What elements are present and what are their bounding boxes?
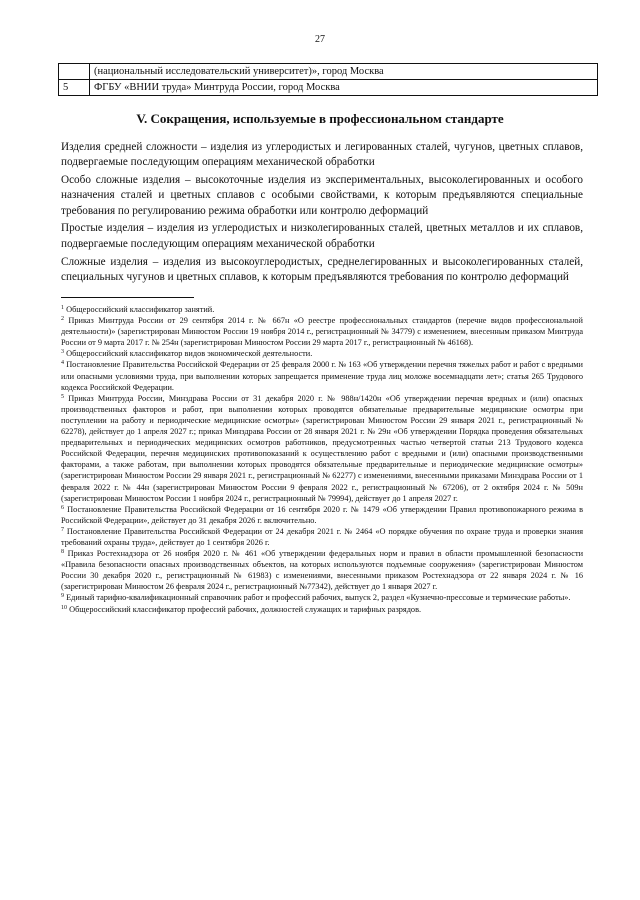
organization-name: ФГБУ «ВНИИ труда» Минтруда России, город Москва [90,80,598,96]
table-row [59,64,598,80]
row-number: 5 [59,80,90,96]
footnote-text: Общероссийский классификатор видов экономической деятельности. [66,349,313,359]
footnote-number: 2 [61,316,64,323]
organization-name: (национальный исследовательский университет)», город Москва [90,64,598,80]
footnote-item [61,604,583,615]
footnote-number: 9 [61,593,64,600]
footnote-number: 10 [61,604,67,611]
footnote-text: Постановление Правительства Российской Федерации от 24 декабря 2021 г. № 2464 «О порядке обучения по охране труда и проверки знания требований охраны труда», действует до 1 сентября 2026 г. [61,526,584,547]
footnote-number: 1 [61,305,64,311]
footnote-item [61,393,583,504]
footnote-item [61,304,583,315]
footnote-item [61,348,583,359]
footnote-item [61,359,583,392]
organizations-table [58,63,598,96]
definition-item: Изделия средней сложности – изделия из углеродистых и легированных сталей, чугунов, цветных сплавов, подвергаемые последующим операциям механической обработки [61,141,583,169]
footnote-item [61,548,583,592]
definition-item: Особо сложные изделия – высокоточные изделия из экспериментальных, высоколегированных и особого назначения сталей и цветных сплавов с особыми свойствами, к которым предъявляются специальные требования по регулированию режима обработки или контролю деформаций [61,174,583,217]
footnote-text: Единый тарифно-квалификационный справочник работ и профессий рабочих, выпуск 2, раздел «Кузнечно-прессовые и термические работы». [66,593,571,603]
definition-item: Сложные изделия – изделия из высокоуглеродистых, среднелегированных и высоколегированных сталей, специальных чугунов и цветных сплавов, к которым предъявляются требования по контролю деформаций [61,255,583,283]
footnote-number: 4 [61,360,64,367]
footnote-text: Постановление Правительства Российской Федерации от 25 февраля 2000 г. № 163 «Об утверждении перечня тяжелых работ и работ с вредными или опасными условиями труда, при выполнении которых запрещается применение труда лиц моложе восемнадцати лет»; статья 265 Трудового кодекса Российской Федерации. [61,360,583,392]
row-number [59,64,90,80]
page-number: 27 [315,34,325,45]
footnote-text: Общероссийский классификатор профессий рабочих, должностей служащих и тарифных разрядов. [69,604,422,614]
footnote-number: 5 [61,393,64,400]
footnote-item [61,592,583,603]
footnote-number: 3 [61,349,64,356]
footnote-item [61,526,583,548]
abbreviations-list [61,140,583,288]
definition-item: Простые изделия – изделия из углеродистых и низколегированных сталей, цветных металлов и их сплавов, подвергаемые последующим операциям механической обработки [61,222,583,250]
footnote-item [61,504,583,526]
footnote-separator [61,297,194,298]
footnotes [61,304,583,615]
section-title: V. Сокращения, используемые в профессиональном стандарте [136,111,504,126]
footnote-number: 7 [61,526,64,533]
footnote-text: Общероссийский классификатор занятий. [66,305,215,314]
footnote-text: Приказ Минтруда России от 29 сентября 2014 г. № 667н «О реестре профессиональных стандартов (перечне видов профессиональной деятельности)» (зарегистрирован Минюстом России 19 ноября 2014 г., регистрационный № 34779) с изменением, внесенным приказом Минтруда России от 9 марта 2017 г. № 254н (зарегистрирован Минюстом России 29 марта 2017 г., регистрационный № 46168). [61,316,583,348]
footnote-number: 6 [61,504,64,511]
footnote-number: 8 [61,549,64,556]
footnote-text: Приказ Минтруда России, Минздрава России от 31 декабря 2020 г. № 988н/1420н «Об утверждении перечня вредных и (или) опасных производственных факторов и работ, при выполнении которых проводятся обязательные предварительные медицинские осмотры при поступлении на работу и периодические медицинские осмотры» (зарегистрирован Минюстом России 29 января 2021 г., регистрационный № 62278), действует до 1 апреля 2027 г.; приказ Минздрава России от 28 января 2021 г. № 29н «Об утверждении Порядка проведения обязательных предварительных и периодических медицинских осмотров работников, предусмотренных частью четвертой статьи 213 Трудового кодекса Российской Федерации, перечня медицинских противопоказаний к осуществлению работ с вредными и (или) опасными производственными факторами, а также работам, при выполнении которых проводятся обязательные предварительные и периодические медицинские осмотры» (зарегистрирован Минюстом России 29 января 2021 г., регистрационный № 62277) с изменениями, внесенными приказами Минздрава России от 1 февраля 2022 г. № 44н (зарегистрирован Минюстом России 9 февраля 2022 г., регистрационный № 67206), от 2 октября 2024 г. № 509н (зарегистрирован Минюстом России 1 ноября 2024 г., регистрационный № 79994), действует до 1 апреля 2027 г. [61,393,583,503]
footnote-text: Приказ Ростехнадзора от 26 ноября 2020 г. № 461 «Об утверждении федеральных норм и правил в области промышленной безопасности «Правила безопасности опасных производственных объектов, на которых используются подъемные сооружения» (зарегистрирован Минюстом России 30 декабря 2020 г., регистрационный № 61983) с изменениями, внесенными приказом Ростехнадзора от 22 января 2024 г. № 16 (зарегистрирован Минюстом 26 февраля 2024 г., регистрационный №77342), действует до 1 января 2027 г. [61,549,584,592]
footnote-text: Постановление Правительства Российской Федерации от 16 сентября 2020 г. № 1479 «Об утверждении Правил противопожарного режима в Российской Федерации», действует до 31 декабря 2026 г. включительно. [61,504,583,525]
footnote-item [61,315,583,348]
table-row [59,80,598,96]
